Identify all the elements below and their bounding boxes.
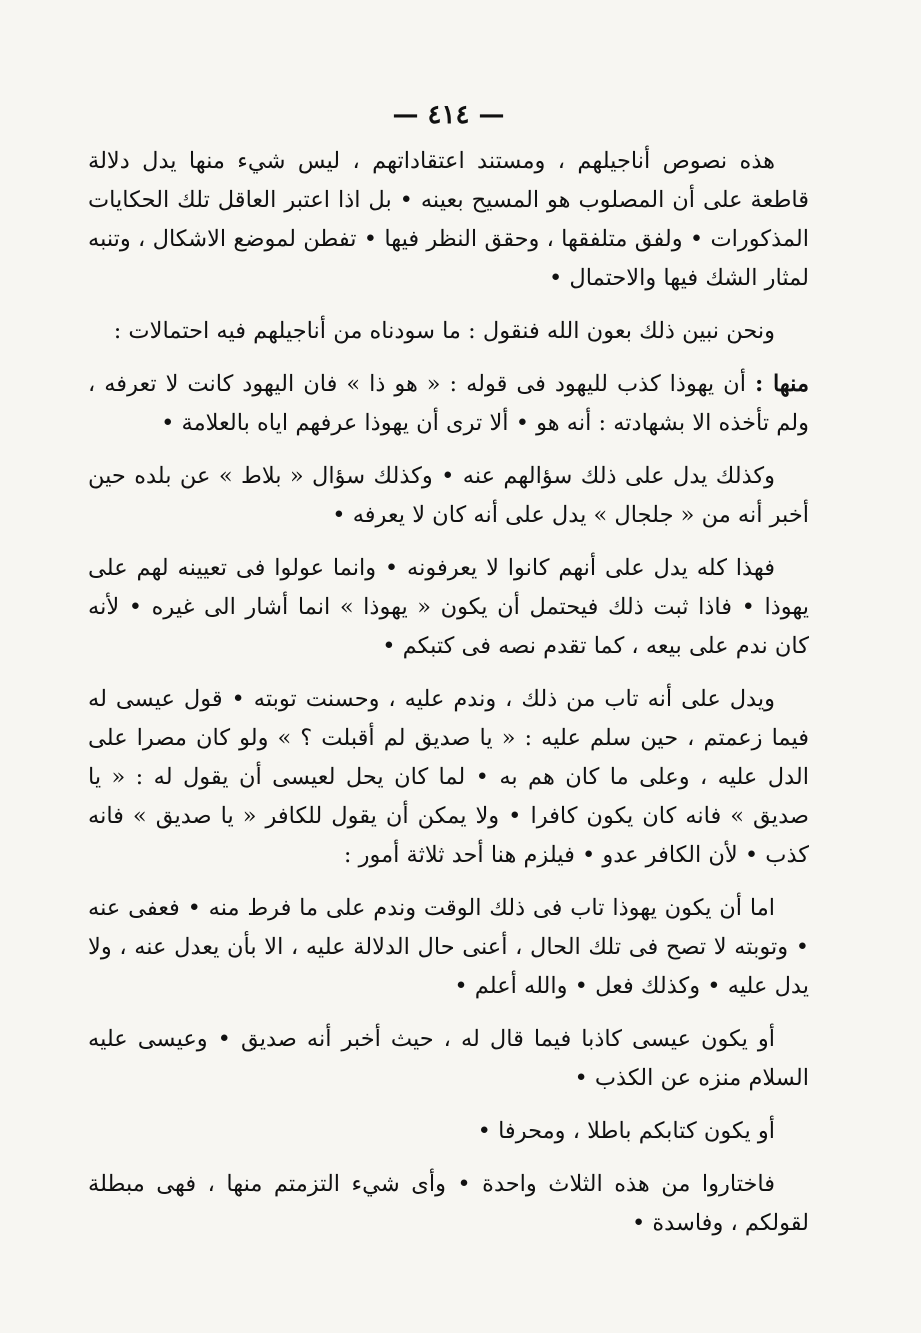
paragraph-9: أو يكون كتابكم باطلا ، ومحرفا • bbox=[477, 1118, 775, 1144]
paragraph-4: وكذلك يدل على ذلك سؤالهم عنه • وكذلك سؤال « بلاط » عن بلده حين أخبر أنه من « جلجال » يدل على أنه كان لا يعرفه • bbox=[88, 463, 809, 528]
paragraph-10: فاختاروا من هذه الثلاث واحدة • وأى شيء التزمتم منها ، فهى مبطلة لقولكم ، وفاسدة • bbox=[88, 1171, 809, 1236]
paragraph-3-lead: منها : bbox=[754, 371, 810, 397]
paragraph-8: أو يكون عيسى كاذبا فيما قال له ، حيث أخبر أنه صديق • وعيسى عليه السلام منزه عن الكذب • bbox=[88, 1026, 809, 1091]
paragraph-3-text: أن يهوذا كذب لليهود فى قوله : « هو ذا » فان اليهود كانت لا تعرفه ، ولم تأخذه الا بشهادته : أنه هو • ألا ترى أن يهوذا عرفهم اياه بالعلامة • bbox=[88, 371, 809, 436]
paragraph-7: اما أن يكون يهوذا تاب فى ذلك الوقت وندم على ما فرط منه • فعفى عنه • وتوبته لا تصح فى تلك الحال ، أعنى حال الدلالة عليه ، الا بأن يعدل عنه ، ولا يدل عليه • وكذلك فعل • والله أعلم • bbox=[88, 895, 809, 999]
paragraph-1: هذه نصوص أناجيلهم ، ومستند اعتقاداتهم ، ليس شيء منها يدل دلالة قاطعة على أن المصلوب هو المسيح بعينه • بل اذا اعتبر العاقل تلك الحكايات المذكورات • ولفق متلفقها ، وحقق النظر فيها • تفطن لموضع الاشكال ، وتنبه لمثار الشك فيها والاحتمال • bbox=[88, 148, 809, 291]
paragraph-5: فهذا كله يدل على أنهم كانوا لا يعرفونه • وانما عولوا فى تعيينه لهم على يهوذا • فاذا ثبت ذلك فيحتمل أن يكون « يهوذا » انما أشار الى غيره • لأنه كان ندم على بيعه ، كما تقدم نصه فى كتبكم • bbox=[88, 555, 809, 659]
paragraph-3 bbox=[88, 365, 809, 443]
page-body bbox=[88, 142, 809, 1243]
paragraph-2: ونحن نبين ذلك بعون الله فنقول : ما سودناه من أناجيلهم فيه احتمالات : bbox=[113, 318, 775, 344]
paragraph-6: ويدل على أنه تاب من ذلك ، وندم عليه ، وحسنت توبته • قول عيسى له فيما زعمتم ، حين سلم عليه : « يا صديق لم أقبلت ؟ » ولو كان مصرا على الدل عليه ، وعلى ما كان هم به • لما كان يحل لعيسى أن يقول له : « يا صديق » فانه كان يكون كافرا • ولا يمكن أن يقول للكافر « يا صديق » فانه كذب • لأن الكافر عدو • فيلزم هنا أحد ثلاثة أمور : bbox=[88, 686, 809, 868]
page-number: — ٤١٤ — bbox=[392, 100, 505, 130]
